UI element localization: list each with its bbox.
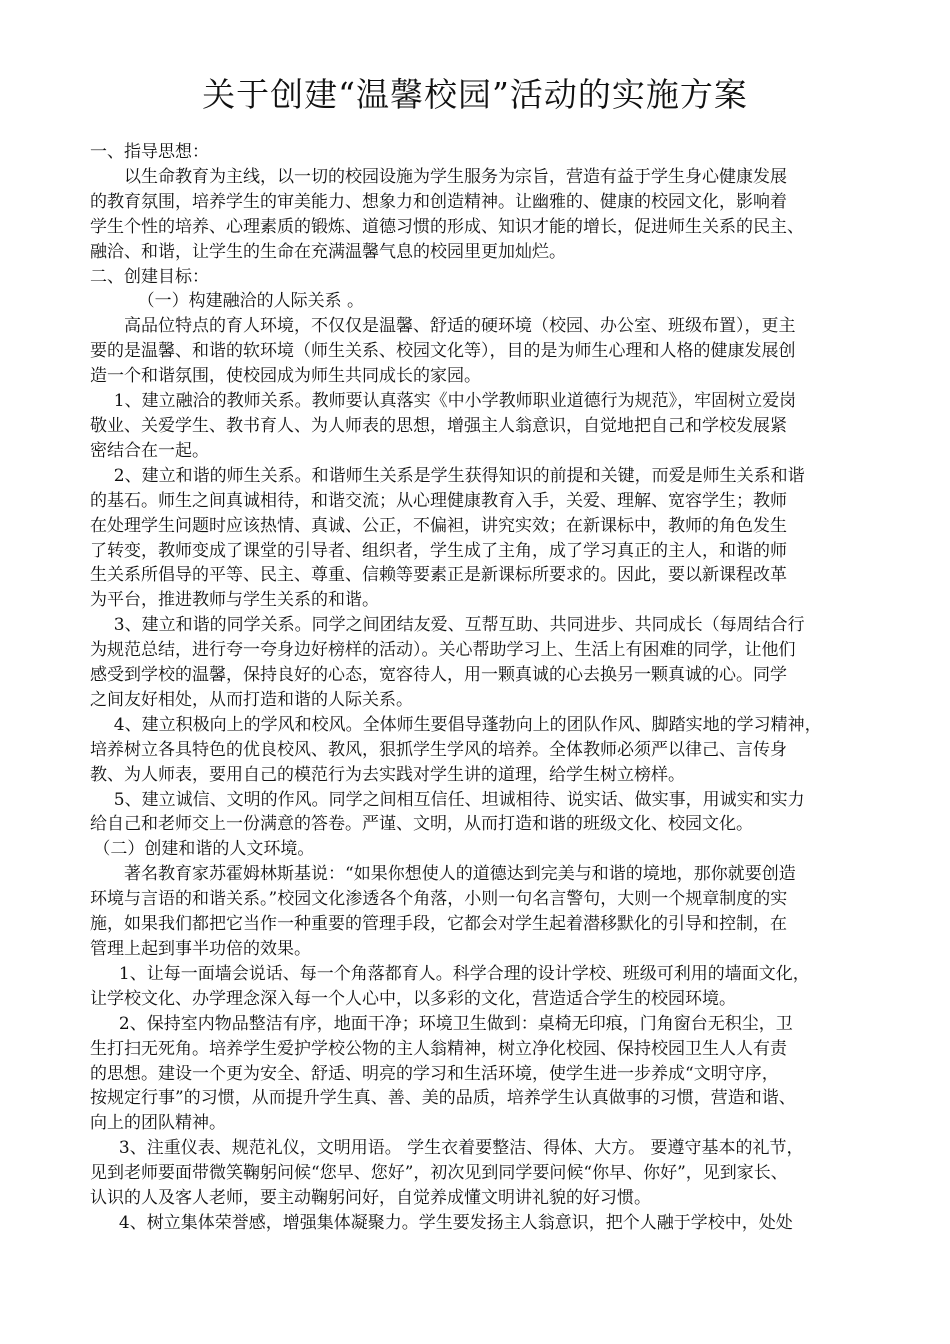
- paragraph-line: 环境与言语的和谐关系。”校园文化渗透各个角落，小则一句名言警句，大则一个规章制度的实: [90, 889, 788, 910]
- list-item-line: 3、建立和谐的同学关系。同学之间团结友爱、互帮互助、共同进步、共同成长（每周结合行: [113, 615, 805, 636]
- paragraph-line: 认识的人及客人老师，要主动鞠躬问好，自觉养成懂文明讲礼貌的好习惯。: [90, 1188, 651, 1209]
- paragraph-line: 向上的团队精神。: [90, 1113, 226, 1134]
- section-heading: 二、创建目标：: [90, 266, 209, 287]
- document-title: 关于创建“温馨校园”活动的实施方案: [202, 75, 748, 114]
- paragraph-line: 密结合在一起。: [90, 440, 209, 461]
- paragraph-line: 为规范总结，进行夸一夸身边好榜样的活动）。关心帮助学习上、生活上有困难的同学，让他们: [90, 640, 796, 661]
- list-item-line: 5、建立诚信、文明的作风。同学之间相互信任、坦诚相待、说实话、做实事，用诚实和实力: [113, 789, 805, 810]
- paragraph-line: 见到老师要面带微笑鞠躬问候“您早、您好”，初次见到同学要问候“你早、你好”，见到家长、: [90, 1163, 788, 1184]
- paragraph-line: 教、为人师表，要用自己的模范行为去实践对学生讲的道理，给学生树立榜样。: [90, 764, 685, 785]
- paragraph-line: 高品位特点的育人环境，不仅仅是温馨、舒适的硬环境（校园、办公室、班级布置），更主: [124, 316, 796, 337]
- paragraph-line: 让学校文化、办学理念深入每一个人心中，以多彩的文化，营造适合学生的校园环境。: [90, 988, 736, 1009]
- paragraph-line: 之间友好相处，从而打造和谐的人际关系。: [90, 689, 413, 710]
- paragraph-line: 以生命教育为主线，以一切的校园设施为学生服务为宗旨，营造有益于学生身心健康发展: [124, 166, 787, 187]
- subsection-heading: （二）创建和谐的人文环境。: [93, 839, 315, 860]
- paragraph-line: 著名教育家苏霍姆林斯基说：“如果你想使人的道德达到完美与和谐的境地，那你就要创造: [124, 864, 796, 885]
- paragraph-line: 生打扫无死角。培养学生爱护学校公物的主人翁精神，树立净化校园、保持校园卫生人人有责: [90, 1038, 787, 1059]
- paragraph-line: 的教育氛围，培养学生的审美能力、想象力和创造精神。让幽雅的、健康的校园文化，影响着: [90, 191, 787, 212]
- list-item-line: 2、保持室内物品整洁有序，地面干净；环境卫生做到：桌椅无印痕，门角窗台无积尘，卫: [118, 1013, 793, 1034]
- list-item-line: 4、建立积极向上的学风和校风。全体师生要倡导蓬勃向上的团队作风、脚踏实地的学习精神，: [113, 714, 822, 735]
- paragraph-line: 了转变，教师变成了课堂的引导者、组织者，学生成了主角，成了学习真正的主人，和谐的师: [90, 540, 787, 561]
- paragraph-line: 按规定行事”的习惯，从而提升学生真、善、美的品质，培养学生认真做事的习惯，营造和谐、: [90, 1088, 796, 1109]
- paragraph-line: 感受到学校的温馨，保持良好的心态，宽容待人，用一颗真诚的心去换另一颗真诚的心。同学: [90, 665, 787, 686]
- paragraph-line: 要的是温馨、和谐的软环境（师生关系、校园文化等），目的是为师生心理和人格的健康发展创: [90, 341, 796, 362]
- list-item-line: 1、让每一面墙会说话、每一个角落都育人。科学合理的设计学校、班级可利用的墙面文化，: [118, 963, 810, 984]
- paragraph-line: 为平台，推进教师与学生关系的和谐。: [90, 590, 379, 611]
- paragraph-line: 融洽、和谐，让学生的生命在充满温馨气息的校园里更加灿烂。: [90, 241, 566, 262]
- paragraph-line: 造一个和谐氛围，使校园成为师生共同成长的家园。: [90, 366, 481, 387]
- paragraph-line: 学生个性的培养、心理素质的锻炼、道德习惯的形成、知识才能的增长，促进师生关系的民主、: [90, 216, 804, 237]
- paragraph-line: 的思想。建设一个更为安全、舒适、明亮的学习和生活环境，使学生进一步养成“文明守序，: [90, 1063, 779, 1084]
- paragraph-line: 给自己和老师交上一份满意的答卷。严谨、文明，从而打造和谐的班级文化、校园文化。: [90, 814, 753, 835]
- list-item-line: 4、树立集体荣誉感，增强集体凝聚力。学生要发扬主人翁意识，把个人融于学校中，处处: [118, 1212, 793, 1233]
- subsection-heading: （一）构建融洽的人际关系 。: [137, 291, 364, 312]
- list-item-line: 2、建立和谐的师生关系。和谐师生关系是学生获得知识的前提和关键，而爱是师生关系和谐: [113, 465, 805, 486]
- paragraph-line: 施，如果我们都把它当作一种重要的管理手段，它都会对学生起着潜移默化的引导和控制，在: [90, 914, 787, 935]
- list-item-line: 3、注重仪表、规范礼仪，文明用语。 学生衣着要整洁、得体、大方。 要遵守基本的礼节，: [118, 1138, 804, 1159]
- paragraph-line: 在处理学生问题时应该热情、真诚、公正，不偏袒，讲究实效；在新课标中，教师的角色发生: [90, 515, 787, 536]
- paragraph-line: 敬业、关爱学生、教书育人、为人师表的思想，增强主人翁意识，自觉地把自己和学校发展紧: [90, 415, 787, 436]
- paragraph-line: 管理上起到事半功倍的效果。: [90, 939, 311, 959]
- document-body: [90, 140, 882, 1236]
- section-heading: 一、指导思想：: [90, 142, 209, 162]
- paragraph-line: 生关系所倡导的平等、民主、尊重、信赖等要素正是新课标所要求的。因此，要以新课程改革: [90, 565, 787, 586]
- paragraph-line: 的基石。师生之间真诚相待，和谐交流；从心理健康教育入手，关爱、理解、宽容学生；教师: [90, 490, 787, 511]
- list-item-line: 1、建立融洽的教师关系。教师要认真落实《中小学教师职业道德行为规范》，牢固树立爱岗: [113, 391, 797, 412]
- paragraph-line: 培养树立各具特色的优良校风、教风，狠抓学生学风的培养。全体教师必须严以律己、言传身: [90, 739, 787, 760]
